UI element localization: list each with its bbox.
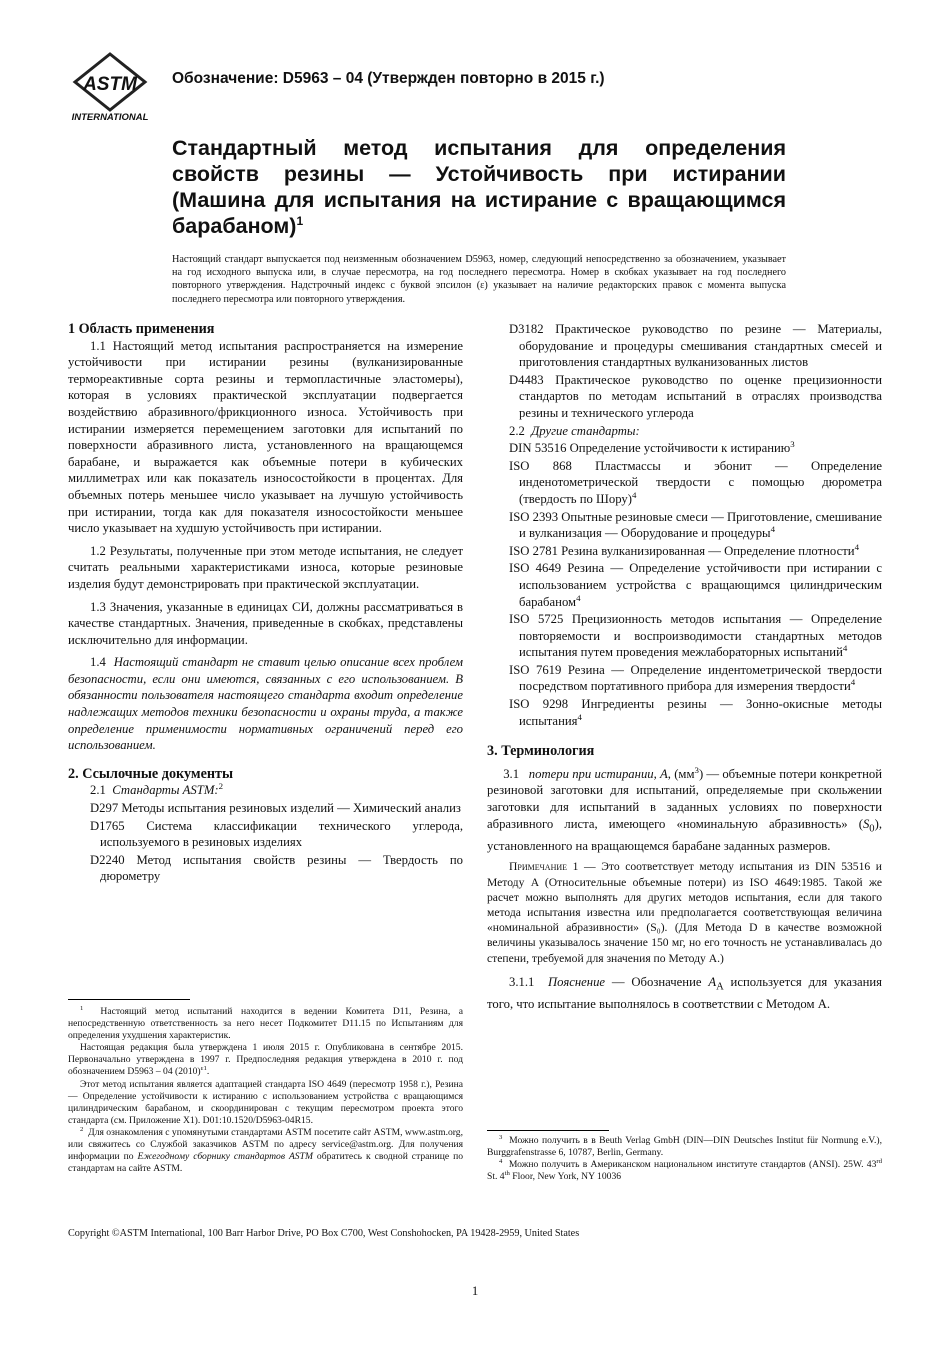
symbol-a: A [708, 974, 717, 989]
para-3-1-1-text-a: — Обозначение [605, 974, 709, 989]
ref-iso-2781 [509, 543, 882, 560]
para-3-1 [487, 766, 882, 855]
ref-iso-2393 [509, 509, 882, 542]
fn-num: 4 [499, 1158, 503, 1165]
para-2-1-sup: 2 [218, 781, 224, 792]
term-explanation: Пояснение [548, 974, 606, 989]
ref-text: DIN 53516 Определение устойчивости к истиранию [509, 441, 791, 456]
footnote-1 [68, 1006, 463, 1042]
symbol-s0-sub: 0 [869, 823, 875, 835]
right-column [487, 321, 883, 1012]
designation: Обозначение: D5963 – 04 (Утвержден повторно в 2015 г.) [172, 70, 605, 87]
section-3-heading: 3. Терминология [487, 743, 595, 760]
para-2-1 [68, 782, 463, 799]
para-2-2-text: Другие стандарты: [531, 423, 640, 438]
astm-logo [63, 52, 158, 122]
ref-d3182: D3182 Практическое руководство по резине — Материалы, оборудование и процедуры смешивания стандартных смесей и приготовления стандартных вулканизованных листов [509, 322, 882, 370]
fn-text: Можно получить в в Beuth Verlag GmbH (DIN—DIN Deutsches Institut für Normung e.V.), Burggrafenstrasse 6, 10787, Berlin, Germany. [487, 1135, 882, 1159]
para-3-1-text-b: ), установленного на вращающемся барабане заданных размеров. [487, 816, 882, 853]
ref-iso-4649 [509, 560, 882, 610]
section-2-heading: 2. Ссылочные документы [68, 765, 234, 782]
footnote-3 [487, 1135, 882, 1159]
fn-num: 1 [80, 1004, 84, 1012]
fn-text: обратитесь к сводной странице по стандартам на сайте ASTM. [68, 1151, 463, 1175]
note-label: Примечание [509, 860, 568, 874]
para-3-1-1-num: 3.1.1 [509, 974, 535, 989]
para-1-1: 1.1 Настоящий метод испытания распространяется на измерение устойчивости при истирании резины (вулканизированные термореактивные сорта резины и термопластичные эластомеры), которая в условиях практической эксплуатации подвергается воздействию абразивного/фрикционного износа. Устойчивость при истирании измеряется перемещением заготовки для испытаний по поверхности абразивного листа, установленного на вращающемся барабане, и выражается как объемные потери в кубических миллиметрах или как показатель износостойкости в процентах. Для объемных потерь меньшее число указывает на лучшую устойчивость при истирании, тогда как для показателя износостойкости меньшее число указывает на худшую устойчивость при истирании. [68, 338, 463, 536]
ref-d1765: D1765 Система классификации технического углерода, используемого в резиновых изделиях [90, 818, 463, 850]
ref-text: ISO 4649 Резина — Определение устойчивости при истирании с использованием устройства с вращающимся цилиндрическим барабаном [509, 561, 882, 609]
section-1-heading: 1 Область применения [68, 321, 215, 337]
fn-num: 2 [80, 1125, 84, 1133]
fn-sup: ε1 [200, 1065, 207, 1073]
footnote-1-c: Этот метод испытания является адаптацией стандарта ISO 4649 (пересмотр 1958 г.), Резина — Определение устойчивости к истиранию с использованием устройства с вращающимся цилиндрическим барабаном, и скоординирован с текущим пересмотром проекта этого стандарта (см. Приложение X1). D01:10.1520/D5963-04R15. [68, 1078, 463, 1126]
symbol-s0: S [862, 816, 870, 831]
fn-num: 3 [499, 1133, 503, 1141]
ref-sup: 4 [842, 643, 848, 654]
ref-din-53516 [509, 440, 882, 457]
fn-sup: th [504, 1170, 510, 1178]
para-1-3: 1.3 Значения, указанные в единицах СИ, должны рассматриваться в качестве стандартных. Значения, приведенные в скобках, представлены исключительно для информации. [68, 599, 463, 647]
footnote-rule [68, 999, 190, 1000]
ref-text: ISO 2393 Опытные резиновые смеси — Приготовление, смешивание и вулканизация — Оборудование и процедуры [509, 509, 882, 541]
ref-iso-5725 [509, 611, 882, 661]
para-3-1-num: 3.1 [503, 766, 520, 781]
fn-text: St. 4 [487, 1171, 505, 1183]
para-2-1-num: 2.1 [90, 783, 106, 798]
para-3-1-1 [487, 974, 882, 1013]
para-3-1-text-a: ) — объемные потери конкретной резиновой заготовки для испытаний, определяемые при скольжении заготовки для испытаний в заданных условиях по поверхности абразивного листа, имеющего «номинальную абразивность» ( [487, 766, 882, 831]
para-2-2-num: 2.2 [509, 423, 525, 438]
page-title [172, 135, 786, 239]
para-2-2 [509, 423, 882, 440]
note-text: 1 — Это соответствует методу испытания из DIN 53516 и Методу A (Относительные объемные потери) из ISO 4649:1985. Такой же расчет можно выполнять для других методов испытания, если для такого метода испытания известна или предполагается соответствующая величина «номинальной абразивности» (S₀). (Для Метода D в качестве возможной величины указывалось значение 150 мг, но его точность не устанавливалась до степени, требуемой для значения по Методу A.) [487, 860, 882, 965]
ref-sup: 4 [631, 489, 637, 500]
note-1 [487, 859, 882, 965]
fn-em: Ежегодному сборнику стандартов ASTM [137, 1151, 313, 1163]
title-footnote-mark: 1 [296, 213, 304, 228]
footnote-1-b: Настоящая редакция была утверждена 1 июля 2015 г. Опубликована в сентябре 2015. Первоначально утверждена в 1997 г. Предпоследняя редакция утверждена в 2010 г. под обозначением D5963 – 04 $(2010)^{\varepsilon 1}$. [68, 1042, 463, 1078]
footnote-4 [487, 1159, 882, 1183]
fn-text: Можно получить в Американском национальном институте стандартов (ANSI). 25W. 43 [508, 1159, 877, 1171]
copyright: Copyright ©ASTM International, 100 Barr Harbor Drive, PO Box C700, West Conshohocken, PA 19428-2959, United States [68, 1228, 580, 1239]
ref-iso-868 [509, 458, 882, 508]
footnote-2 [68, 1127, 463, 1175]
para-1-2: 1.2 Результаты, полученные при этом методе испытания, не следует считать реальными характеристиками износа, которые резиновые изделия будут демонстрировать при практической эксплуатации. [68, 543, 463, 591]
ref-text: ISO 9298 Ингредиенты резины — Зонно-окисные методы испытания [509, 697, 882, 728]
ref-iso-9298 [509, 696, 882, 729]
para-1-4 [68, 654, 463, 754]
fn-sup: rd [876, 1158, 883, 1165]
ref-text: ISO 2781 Резина вулканизированная — Определение плотности [509, 543, 855, 558]
footnotes-right [487, 1130, 882, 1183]
para-3-1-1-text-b: используется для указания того, что испытание выполнялось в соответствии с Методом A. [487, 974, 883, 1011]
unit-sup: 3 [694, 764, 699, 775]
ref-sup: 3 [790, 438, 795, 449]
ref-sup: 4 [850, 677, 856, 688]
para-1-4-num: 1.4 [90, 655, 106, 670]
ref-d2240: D2240 Метод испытания свойств резины — Твердость по дюрометру [90, 852, 463, 884]
fn-text: Для ознакомления с упомянутыми стандартами ASTM посетите сайт ASTM, www.astm.org, или свяжитесь со Службой заказчиков ASTM по адресу service@astm.org. Для получения информации по [68, 1126, 463, 1163]
logo-subtext: INTERNATIONAL [71, 112, 149, 122]
unit: , (мм [667, 766, 695, 781]
ref-d297: D297 Методы испытания резиновых изделий — Химический анализ [90, 801, 461, 816]
ref-sup: 4 [576, 592, 581, 603]
ref-text: ISO 868 Пластмассы и эбонит — Определение инденотометрической твердости с помощью дюрометра (твердость по Шору) [509, 458, 882, 506]
fn-text: Настоящая редакция была утверждена 1 июля 2015 г. Опубликована в сентябре 2015. Первоначально утверждена в 1997 г. Предпоследняя редакция утверждена в 2010 г. под обозначением D5963 – 04 (2010) [68, 1042, 463, 1078]
ref-sup: 4 [577, 711, 582, 722]
footnote-rule [487, 1130, 609, 1131]
ref-iso-7619 [509, 662, 882, 695]
footnotes-left [68, 999, 463, 1175]
symbol-a-sub: A [716, 981, 724, 993]
para-2-1-text: Стандарты ASTM: [112, 783, 219, 798]
ref-d4483: D4483 Практическое руководство по оценке прецизионности стандартов по методам испытаний в отраслях производства резины и технического углерода [509, 372, 882, 420]
ref-sup: 4 [770, 523, 776, 534]
preface: Настоящий стандарт выпускается под неизменным обозначением D5963, номер, следующий непосредственно за обозначением, указывает на год исходного выпуска или, в случае пересмотра, на год последнего пересмотра. Номер в скобках указывает на год последнего повторного утверждения. Надстрочный индекс с буквой эпсилон (ε) указывает на наличие редакторских правок с момента выпуска последнего пересмотра или повторного утверждения. [172, 254, 786, 305]
ref-text: ISO 5725 Прецизионность методов испытания — Определение повторяемости и воспроизводимости стандартных методов испытания путем проведения межлабораторных испытаний [509, 612, 882, 660]
title-text: Стандартный метод испытания для определения свойств резины — Устойчивость при истирании (Машина для испытания на истирание с вращающимся барабаном) [172, 136, 786, 238]
ref-text: ISO 7619 Резина — Определение индентометрической твердости посредством портативного прибора для измерения твердости [509, 662, 882, 694]
left-column [68, 321, 463, 886]
ref-sup: 4 [854, 541, 859, 552]
para-1-4-text: Настоящий стандарт не ставит целью описание всех проблем безопасности, если они имеются, связанных с его использованием. В обязанности пользователя настоящего стандарта входит определение надлежащих методов техники безопасности и охраны труда, а также определение применимости нормативных ограничений перед его использованием. [68, 655, 464, 753]
logo-text: ASTM [83, 74, 137, 95]
page-number: 1 [471, 1284, 479, 1298]
term-abrasion-loss: потери при истирании, A [528, 766, 668, 781]
fn-text: Floor, New York, NY 10036 [509, 1171, 622, 1183]
fn-text: Настоящий метод испытаний находится в ведении Комитета D11, Резина, а непосредственную ответственность за него несет Подкомитет D11.15 по Испытаниям для определения ухудшения характеристик. [68, 1006, 464, 1042]
